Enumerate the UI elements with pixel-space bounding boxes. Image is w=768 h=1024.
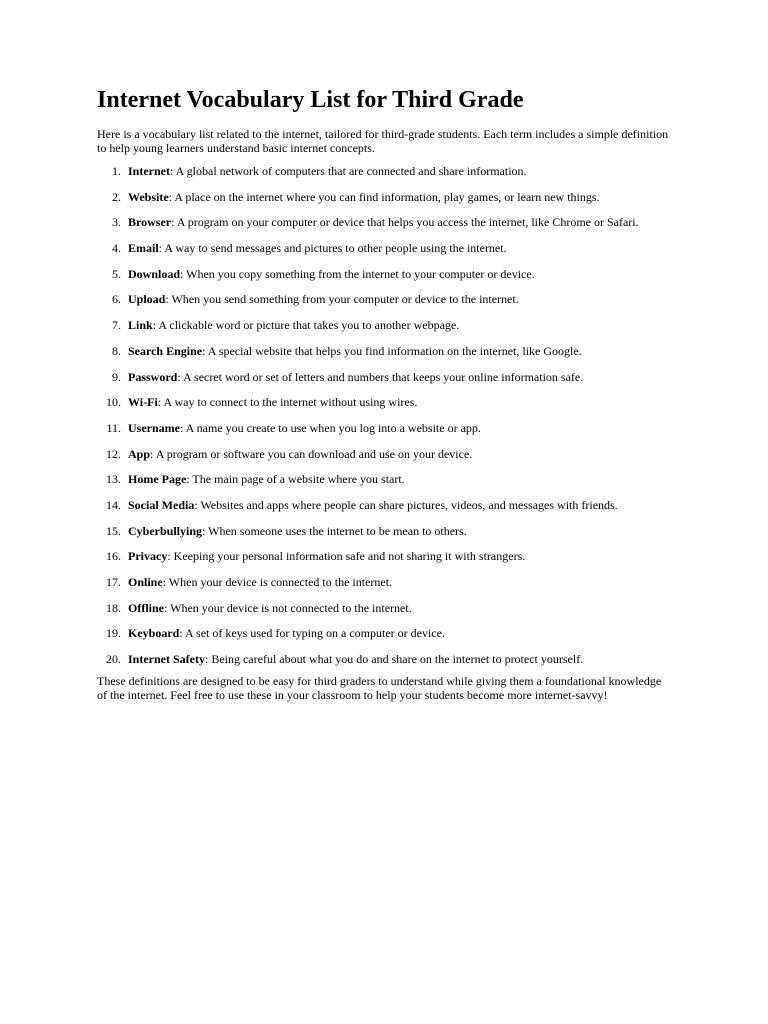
- vocabulary-term: Password: [128, 369, 178, 384]
- list-item-number: 5.: [112, 266, 121, 281]
- term-definition: : When your device is connected to the internet.: [162, 575, 393, 589]
- list-item: [97, 524, 672, 538]
- vocabulary-term: Internet: [128, 164, 170, 178]
- list-item-number: 8.: [112, 343, 121, 358]
- term-definition: : A way to send messages and pictures to other people using the internet.: [158, 241, 507, 256]
- list-item-number: 12.: [106, 446, 121, 461]
- term-definition: : Keeping your personal information safe and not sharing it with strangers.: [167, 549, 526, 564]
- vocabulary-term: Link: [128, 318, 153, 333]
- list-item-number: 18.: [106, 600, 121, 615]
- list-item: [97, 164, 672, 178]
- term-definition: : A clickable word or picture that takes you to another webpage.: [152, 318, 460, 333]
- list-item-number: 3.: [112, 215, 121, 230]
- vocabulary-term: Username: [128, 420, 180, 435]
- vocabulary-term: Search Engine: [128, 343, 203, 358]
- list-item: [97, 318, 672, 332]
- list-item-number: 16.: [106, 549, 121, 564]
- list-item-number: 11.: [106, 420, 121, 435]
- vocabulary-term: Cyberbullying: [128, 523, 203, 538]
- vocabulary-term: Internet Safety: [128, 652, 205, 667]
- vocabulary-term: Home Page: [128, 472, 187, 487]
- list-item-number: 20.: [106, 652, 121, 667]
- list-item-number: 17.: [106, 575, 121, 589]
- vocabulary-term: Wi-Fi: [128, 395, 158, 410]
- term-definition: : A program or software you can download and use on your device.: [150, 446, 473, 461]
- vocabulary-term: Online: [128, 575, 163, 589]
- list-item: [97, 190, 672, 204]
- list-item: [97, 626, 672, 640]
- list-item: [97, 472, 672, 486]
- term-definition: : A name you create to use when you log into a website or app.: [179, 420, 481, 435]
- list-item: [97, 447, 672, 461]
- list-item-number: 15.: [106, 523, 121, 538]
- list-item-number: 9.: [112, 369, 121, 384]
- list-item: [97, 370, 672, 384]
- vocabulary-term: Offline: [128, 600, 164, 615]
- outro-paragraph: These definitions are designed to be easy for third graders to understand while giving them a foundational knowledge of the internet. Feel free to use these in your classroom to help your students become more internet-savvy!: [97, 673, 662, 702]
- vocabulary-term: Download: [128, 266, 181, 281]
- list-item-number: 13.: [106, 472, 121, 487]
- list-item-number: 4.: [112, 241, 121, 256]
- list-item: [97, 498, 672, 512]
- term-definition: : When your device is not connected to the internet.: [164, 600, 412, 615]
- vocabulary-list: [97, 164, 672, 666]
- list-item: [97, 421, 672, 435]
- term-definition: : Being careful about what you do and share on the internet to protect yourself.: [204, 652, 584, 667]
- list-item-number: 6.: [112, 292, 121, 307]
- term-definition: : A secret word or set of letters and numbers that keeps your online information safe.: [177, 369, 584, 384]
- term-definition: : A place on the internet where you can find information, play games, or learn new things.: [168, 189, 600, 204]
- list-item-number: 7.: [112, 318, 121, 333]
- term-definition: : A set of keys used for typing on a computer or device.: [179, 626, 445, 641]
- page-title: Internet Vocabulary List for Third Grade: [97, 87, 524, 113]
- vocabulary-term: Social Media: [128, 497, 195, 512]
- list-item: [97, 601, 672, 615]
- list-item: [97, 215, 672, 229]
- term-definition: : When you copy something from the internet to your computer or device.: [180, 266, 535, 281]
- vocabulary-term: Email: [128, 241, 159, 256]
- list-item: [97, 575, 672, 589]
- list-item: [97, 267, 672, 281]
- list-item: [97, 652, 672, 666]
- vocabulary-term: Keyboard: [128, 626, 180, 641]
- vocabulary-term: Upload: [128, 292, 166, 307]
- term-definition: : A way to connect to the internet without using wires.: [157, 395, 418, 410]
- vocabulary-term: Browser: [128, 215, 172, 230]
- term-definition: : When someone uses the internet to be mean to others.: [202, 523, 467, 538]
- term-definition: : A special website that helps you find information on the internet, like Google.: [202, 343, 582, 358]
- document-page: [97, 86, 672, 702]
- list-item-number: 1.: [112, 164, 121, 178]
- term-definition: : A global network of computers that are connected and share information.: [170, 164, 527, 178]
- list-item-number: 14.: [106, 497, 121, 512]
- vocabulary-term: App: [128, 446, 151, 461]
- term-definition: : The main page of a website where you start.: [186, 472, 405, 487]
- list-item: [97, 344, 672, 358]
- intro-paragraph: Here is a vocabulary list related to the internet, tailored for third-grade students. Each term includes a simple definition to help young learners understand basic internet concepts.: [97, 127, 669, 155]
- list-item: [97, 395, 672, 409]
- list-item-number: 10.: [106, 395, 121, 410]
- vocabulary-term: Privacy: [128, 549, 168, 564]
- list-item: [97, 241, 672, 255]
- list-item-number: 2.: [112, 189, 121, 204]
- list-item: [97, 292, 672, 306]
- term-definition: : When you send something from your computer or device to the internet.: [165, 292, 519, 307]
- term-definition: : A program on your computer or device that helps you access the internet, like Chrome or Safari.: [171, 215, 639, 230]
- term-definition: : Websites and apps where people can share pictures, videos, and messages with friends.: [194, 497, 618, 512]
- vocabulary-term: Website: [128, 189, 169, 204]
- list-item-number: 19.: [106, 626, 121, 641]
- list-item: [97, 549, 672, 563]
